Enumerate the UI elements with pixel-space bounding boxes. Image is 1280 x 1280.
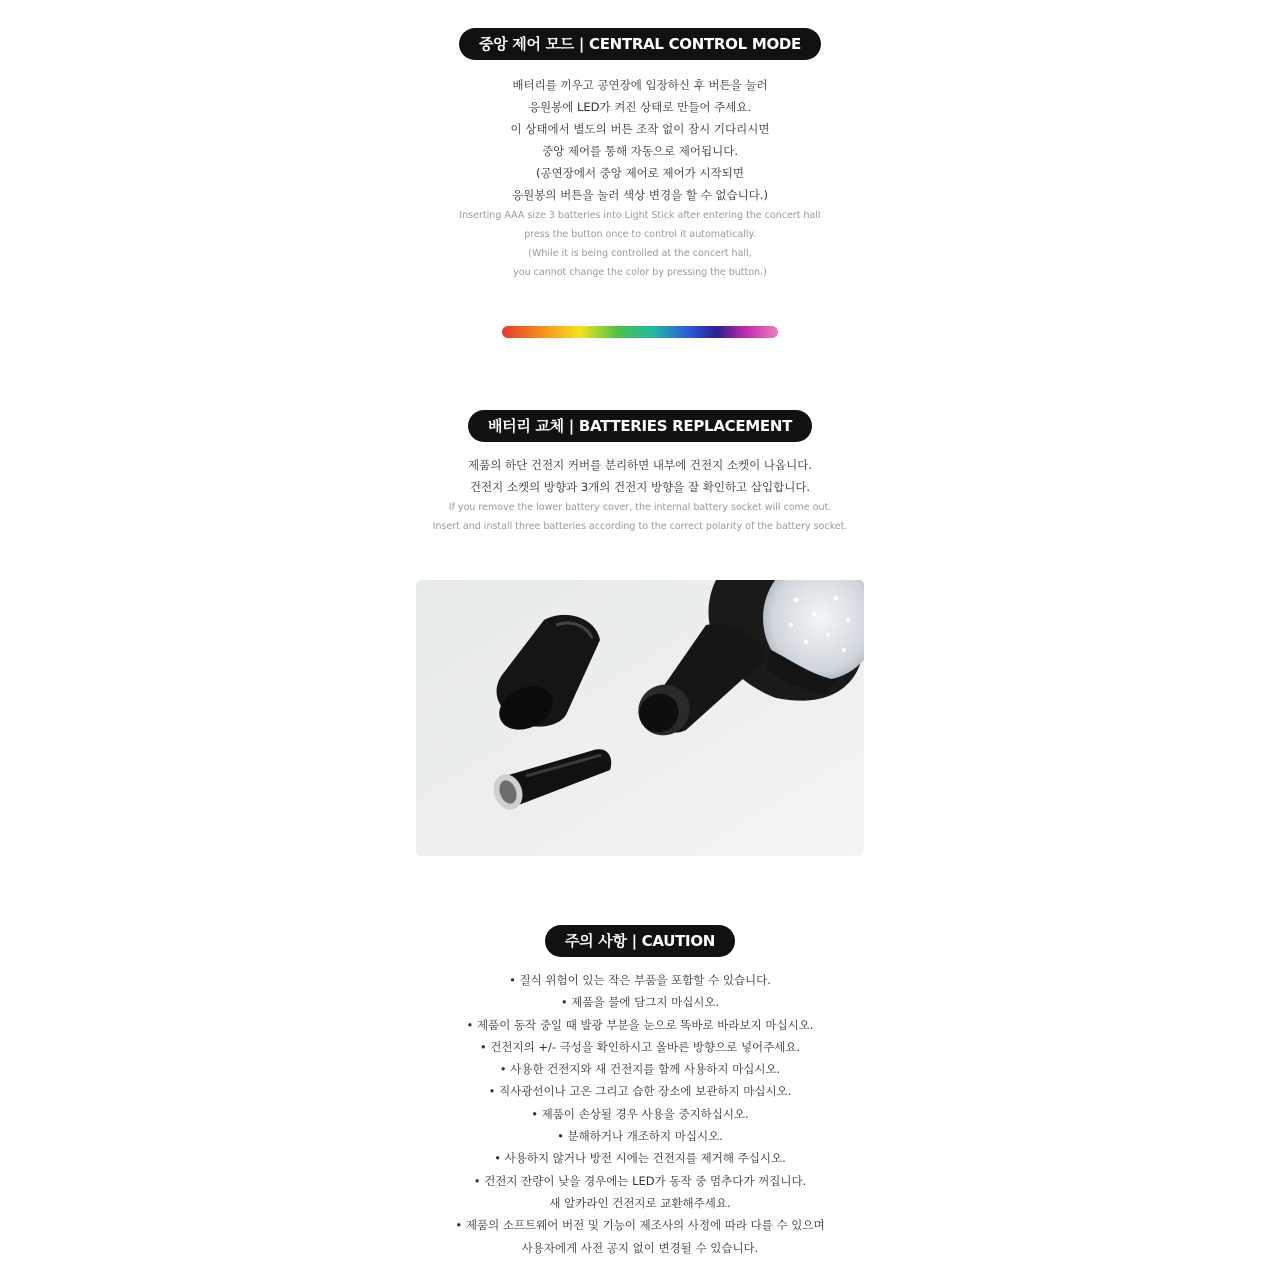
battery-en-line: Insert and install three batteries according to the correct polarity of the battery socket. xyxy=(432,521,848,532)
central-en-line: press the button once to control it automatically. xyxy=(524,229,756,240)
caution-item: • 사용한 건전지와 새 건전지를 함께 사용하지 마십시오. xyxy=(499,1062,781,1077)
caution-item: • 제품을 물에 담그지 마십시오. xyxy=(560,995,720,1010)
caution-item: • 제품이 동작 중일 때 발광 부분을 눈으로 똑바로 바라보지 마십시오. xyxy=(466,1017,814,1032)
caution-section xyxy=(0,925,1280,1259)
caution-item: 새 알카라인 건전지로 교환해주세요. xyxy=(549,1195,731,1210)
battery-replacement-title: 배터리 교체 | BATTERIES REPLACEMENT xyxy=(468,410,812,442)
battery-cover-photo xyxy=(416,580,864,856)
central-ko-line: (공연장에서 중앙 제어로 제어가 시작되면 xyxy=(536,166,744,180)
caution-item: • 건전지 잔량이 낮을 경우에는 LED가 동작 중 멈추다가 꺼집니다. xyxy=(473,1173,807,1188)
battery-ko-line: 제품의 하단 건전지 커버를 분리하면 내부에 건전지 소켓이 나옵니다. xyxy=(468,458,812,472)
caution-item: • 제품의 소프트웨어 버전 및 기능이 제조사의 사정에 따라 다를 수 있으며 xyxy=(455,1218,825,1233)
caution-item: • 직사광선이나 고온 그리고 습한 장소에 보관하지 마십시오. xyxy=(488,1084,792,1099)
caution-item: 사용자에게 사전 공지 없이 변경될 수 있습니다. xyxy=(521,1240,759,1255)
central-en-line: Inserting AAA size 3 batteries into Light Stick after entering the concert hall xyxy=(459,210,821,221)
central-ko-line: 응원봉의 버튼을 눌러 색상 변경을 할 수 없습니다.) xyxy=(512,188,768,202)
central-ko-line: 배터리를 끼우고 공연장에 입장하신 후 버튼을 눌러 xyxy=(512,78,768,92)
battery-en-line: If you remove the lower battery cover, the internal battery socket will come out. xyxy=(448,502,832,513)
central-control-section xyxy=(0,28,1280,282)
caution-item: • 사용하지 않거나 방전 시에는 건전지를 제거해 주십시오. xyxy=(494,1151,786,1166)
caution-item: • 제품이 손상될 경우 사용을 중지하십시오. xyxy=(531,1106,749,1121)
caution-title: 주의 사항 | CAUTION xyxy=(545,925,735,957)
battery-replacement-section xyxy=(0,410,1280,536)
central-en-line: (While it is being controlled at the concert hall, xyxy=(528,248,752,259)
central-control-title: 중앙 제어 모드 | CENTRAL CONTROL MODE xyxy=(459,28,821,60)
battery-ko-line: 건전지 소켓의 방향과 3개의 건전지 방향을 잘 확인하고 삽입합니다. xyxy=(469,480,811,494)
rainbow-gradient-bar xyxy=(502,326,778,338)
caution-item: • 분해하거나 개조하지 마십시오. xyxy=(557,1129,723,1144)
central-ko-line: 중앙 제어를 통해 자동으로 제어됩니다. xyxy=(541,144,739,158)
central-ko-line: 이 상태에서 별도의 버튼 조작 없이 잠시 기다리시면 xyxy=(510,122,770,136)
central-ko-line: 응원봉에 LED가 켜진 상태로 만들어 주세요. xyxy=(528,100,752,114)
caution-item: • 질식 위험이 있는 작은 부품을 포함할 수 있습니다. xyxy=(509,973,771,987)
central-en-line: you cannot change the color by pressing the button.) xyxy=(513,267,767,278)
caution-item: • 건전지의 +/- 극성을 확인하시고 올바른 방향으로 넣어주세요. xyxy=(479,1039,801,1054)
